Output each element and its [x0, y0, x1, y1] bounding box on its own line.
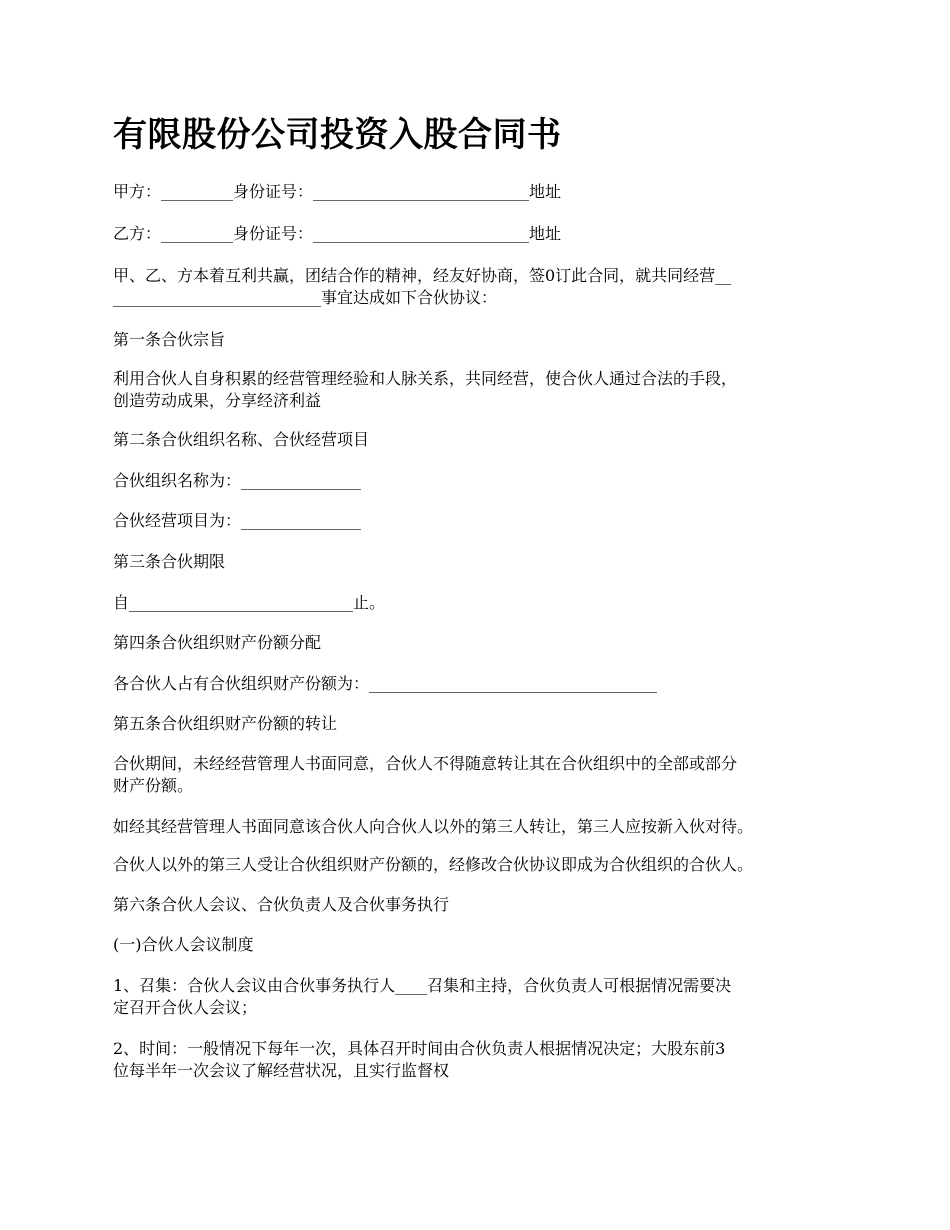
org-name-line: 合伙组织名称为：_______________	[113, 471, 362, 490]
article-2-heading: 第二条合伙组织名称、合伙经营项目	[113, 430, 370, 449]
article-3-heading: 第三条合伙期限	[113, 552, 226, 571]
business-item-line: 合伙经营项目为：_______________	[113, 511, 362, 530]
convening-clause: 1、召集：合伙人会议由合伙事务执行人____召集和主持，合伙负责人可根据情况需要决 定召开合伙人会议；	[113, 976, 732, 1017]
article-5-heading: 第五条合伙组织财产份额的转让	[113, 714, 338, 733]
document-body	[113, 0, 853, 1230]
share-line: 各合伙人占有合伙组织财产份额为：____________________________________	[113, 674, 658, 693]
article-6-heading: 第六条合伙人会议、合伙负责人及合伙事务执行	[113, 895, 450, 914]
article-5-body-1: 合伙期间，未经经营管理人书面同意，合伙人不得随意转让其在合伙组织中的全部或部分 财产份额。	[113, 754, 738, 795]
document-title: 有限股份公司投资入股合同书	[113, 115, 562, 155]
section-1-heading: (一)合伙人会议制度	[113, 935, 254, 954]
article-1-heading: 第一条合伙宗旨	[113, 330, 226, 349]
article-5-body-2: 如经其经营管理人书面同意该合伙人向合伙人以外的第三人转让，第三人应按新入伙对待。	[113, 817, 754, 836]
timing-clause: 2、时间：一般情况下每年一次，具体召开时间由合伙负责人根据情况决定；大股东前3 位每半年一次会议了解经营状况，且实行监督权	[113, 1039, 726, 1080]
article-1-body: 利用合伙人自身积累的经营管理经验和人脉关系，共同经营，使合伙人通过合法的手段， 创造劳动成果，分享经济利益	[113, 369, 738, 410]
term-line: 自____________________________止。	[113, 593, 386, 612]
preamble-paragraph: 甲、乙、方本着互利共赢，团结合作的精神，经友好协商，签0订此合同，就共同经营__ __________________________事宜达成如下合伙协议：	[113, 266, 732, 307]
article-5-body-3: 合伙人以外的第三人受让合伙组织财产份额的，经修改合伙协议即成为合伙组织的合伙人。	[113, 855, 754, 874]
party-a-line: 甲方：_________身份证号：___________________________地址	[113, 182, 562, 201]
article-4-heading: 第四条合伙组织财产份额分配	[113, 633, 322, 652]
party-b-line: 乙方：_________身份证号：___________________________地址	[113, 224, 562, 243]
